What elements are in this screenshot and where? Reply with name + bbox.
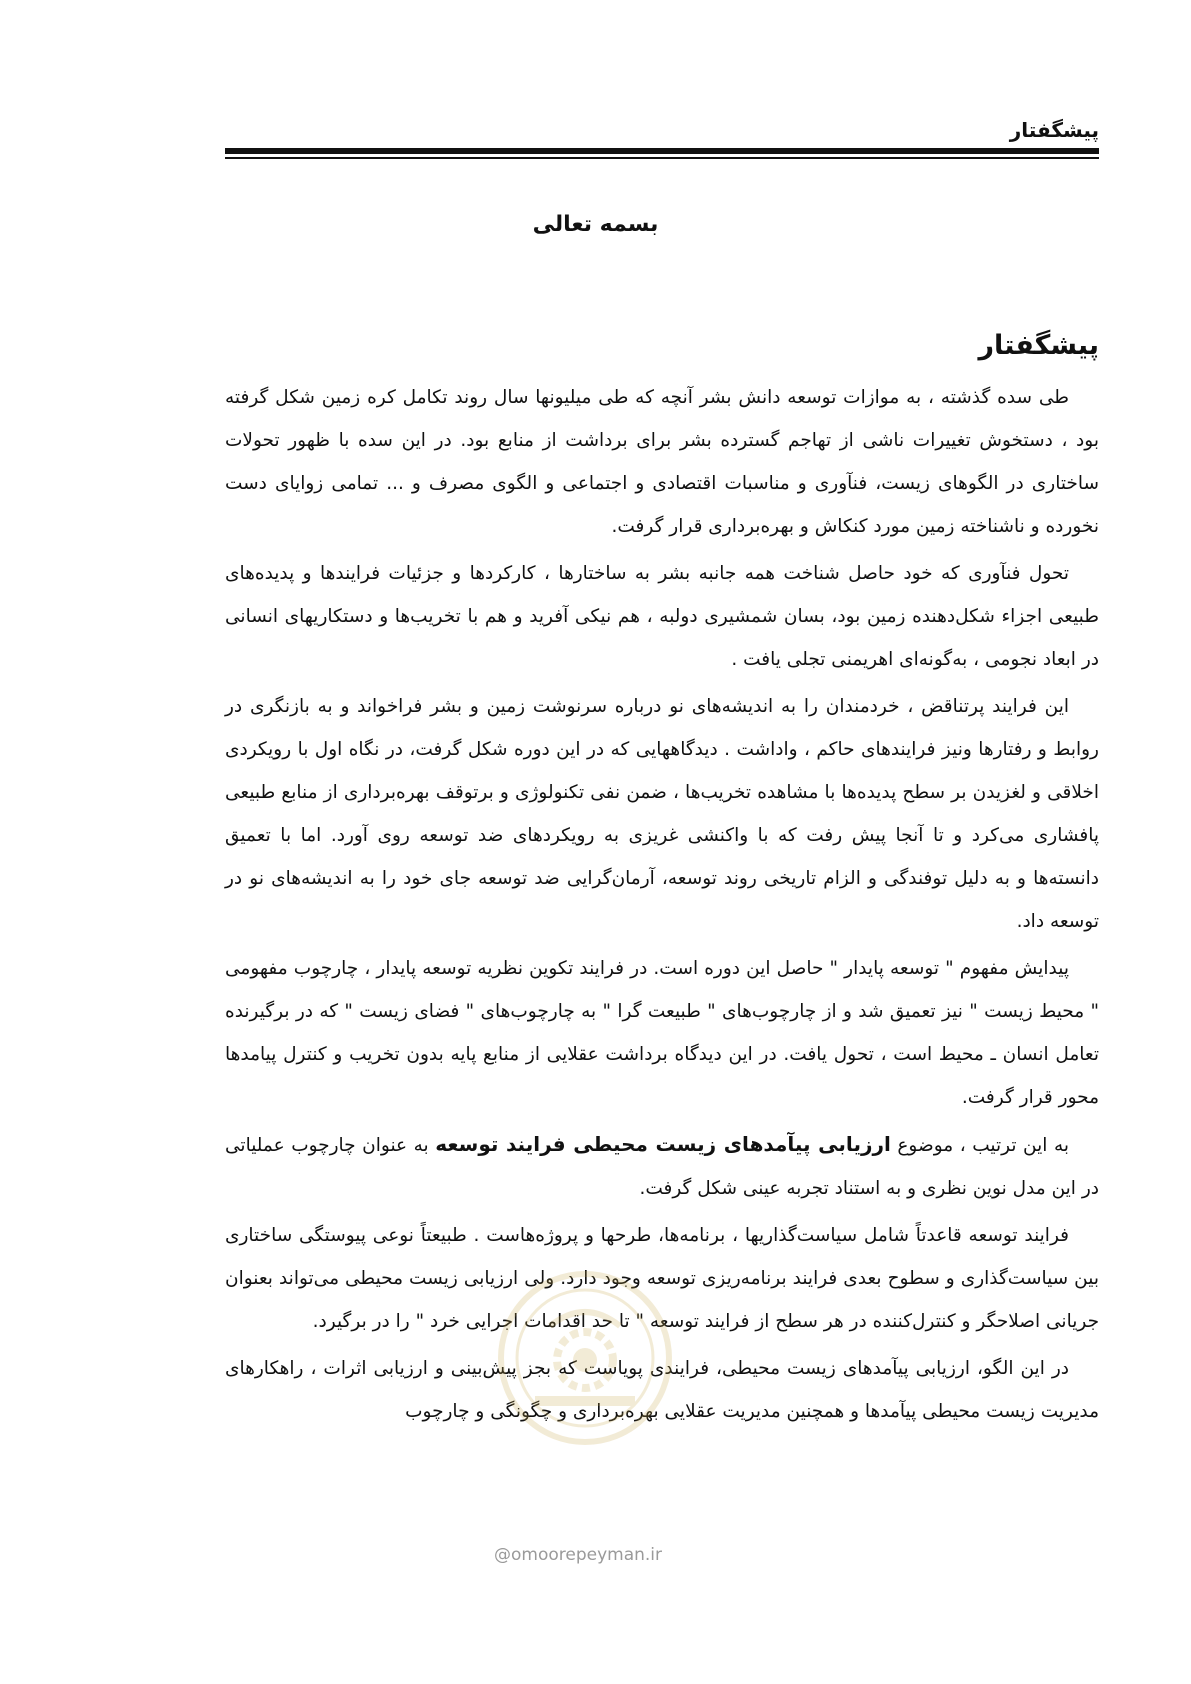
paragraph-text: به این ترتیب ، موضوع <box>890 1135 1070 1156</box>
paragraph: این فرایند پرتناقض ، خردمندان را به اندیشه‌های نو درباره سرنوشت زمین و بشر فراخواند و به بازنگری در روابط و رفتارها ونیز فرایندهای حاکم ، واداشت . دیدگاههایی که در این دوره شکل گرفت، در نگاه اول با رویکردی اخلاقی و لغزیدن بر سطح پدیده‌ها با مشاهده تخریب‌ها ، ضمن نفی تکنولوژی و برتوقف بهره‌برداری از منابع طبیعی پافشاری می‌کرد و تا آنجا پیش رفت که با واکنشی غریزی به رویکردهای ضد توسعه روی آورد. اما با تعمیق دانسته‌ها و به دلیل توفندگی و الزام تاریخی روند توسعه، آرمان‌گرایی ضد توسعه جای خود را به اندیشه‌های نو در توسعه داد. <box>225 696 1099 932</box>
watermark-seal-icon <box>495 1268 675 1448</box>
paragraph: فرایند توسعه قاعدتاً شامل سیاست‌گذاریها ، برنامه‌ها، طرحها و پروژه‌هاست . طبیعتاً نوعی پیوستگی ساختاری بین سیاست‌گذاری و سطوح بعدی فرایند برنامه‌ریزی توسعه وجود دارد. ولی ارزیابی زیست محیطی می‌تواند بعنوان جریانی اصلاحگر و کنترل‌کننده در هر سطح از فرایند توسعه " تا حد اقدامات اجرایی خرد " را در برگیرد. <box>225 1225 1099 1332</box>
running-header: پیشگفتار <box>1009 118 1099 142</box>
header-rule <box>225 148 1099 154</box>
invocation-heading: بسمه تعالی <box>532 212 659 237</box>
paragraph: تحول فنآوری که خود حاصل شناخت همه جانبه بشر به ساختارها ، کارکردها و جزئیات فرایندها و پدیده‌های طبیعی اجزاء شکل‌دهنده زمین بود، بسان شمشیری دولبه ، هم نیکی آفرید و هم با تخریب‌ها و دستکاریهای انسانی در ابعاد نجومی ، به‌گونه‌ای اهریمنی تجلی یافت . <box>225 563 1099 670</box>
section-title: پیشگفتار <box>978 330 1099 361</box>
watermark-url: @omoorepeyman.ir <box>494 1545 663 1565</box>
paragraph-emphasis <box>225 1123 1099 1210</box>
emphasized-topic: ارزیابی پیآمدهای زیست محیطی فرایند توسعه <box>435 1132 891 1156</box>
paragraph: طی سده گذشته ، به موازات توسعه دانش بشر آنچه که طی میلیونها سال روند تکامل کره زمین شکل گرفته بود ، دستخوش تغییرات ناشی از تهاجم گسترده بشر برای برداشت از منابع بود. در این سده با ظهور تحولات ساختاری در الگوهای زیست، فنآوری و مناسبات اقتصادی و اجتماعی و الگوی مصرف و ... تمامی زوایای دست نخورده و ناشناخته زمین مورد کنکاش و بهره‌برداری قرار گرفت. <box>225 387 1099 537</box>
paragraph: در این الگو، ارزیابی پیآمدهای زیست محیطی، فرایندی پویاست که بجز پیش‌بینی و ارزیابی اثرات ، راهکارهای مدیریت زیست محیطی پیآمدها و همچنین مدیریت عقلایی بهره‌برداری و چگونگی و چارچوب <box>225 1358 1099 1422</box>
paragraph-text: به عنوان چارچوب عملیاتی در این مدل نوین نظری و به استناد تجربه عینی شکل گرفت. <box>225 1135 1099 1199</box>
header-rule-thin <box>225 157 1099 159</box>
paragraph: پیدایش مفهوم " توسعه پایدار " حاصل این دوره است. در فرایند تکوین نظریه توسعه پایدار ، چارچوب مفهومی " محیط زیست " نیز تعمیق شد و از چارچوب‌های " طبیعت گرا " به چارچوب‌های " فضای زیست " که در برگیرنده تعامل انسان ـ محیط است ، تحول یافت. در این دیدگاه برداشت عقلایی از منابع پایه بدون تخریب و کنترل پیامدها محور قرار گرفت. <box>225 958 1099 1108</box>
